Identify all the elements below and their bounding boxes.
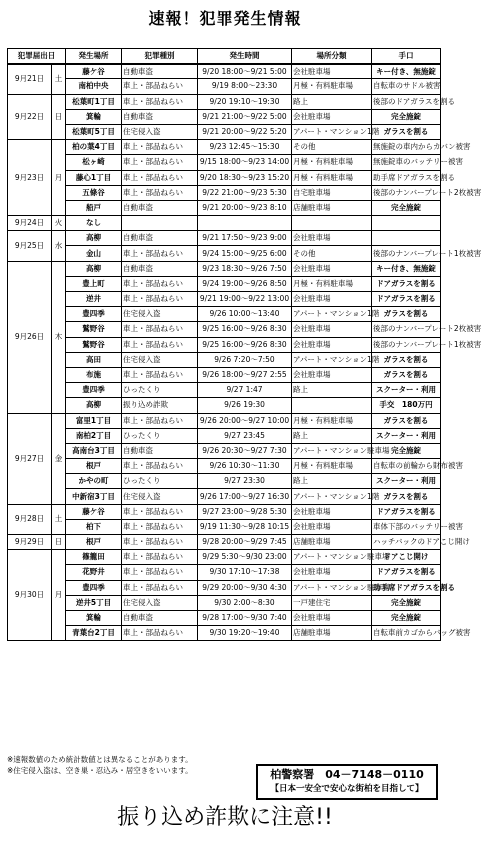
incident-location: 豊四季 [66, 383, 122, 398]
table-row [8, 535, 441, 550]
crime-type: 車上・部品ねらい [122, 140, 198, 155]
crime-type: 住宅侵入盗 [122, 124, 198, 139]
table-row [8, 155, 441, 170]
place-category: 会社駐車場 [292, 292, 372, 307]
table-row [8, 398, 441, 413]
incident-time: 9/30 2:00～8:30 [198, 595, 292, 610]
day-of-week: 土 [52, 64, 66, 94]
table-row [8, 216, 441, 231]
table-row [8, 337, 441, 352]
place-category: アパート・マンション1階 [292, 489, 372, 504]
table-row [8, 610, 441, 625]
incident-location: 根戸 [66, 459, 122, 474]
incident-location: 金山 [66, 246, 122, 261]
crime-method: 後部のナンバープレート1枚被害 [372, 246, 441, 261]
incident-location: 箕輪 [66, 109, 122, 124]
report-date: 9月23日 [8, 140, 52, 216]
day-of-week: 日 [52, 94, 66, 140]
report-date: 9月26日 [8, 261, 52, 413]
incident-time: 9/29 5:30～9/30 23:00 [198, 550, 292, 565]
place-category: 月極・有料駐車場 [292, 413, 372, 428]
table-row [8, 307, 441, 322]
table-row [8, 428, 441, 443]
fraud-warning: 振り込め詐欺に注意!! [117, 805, 333, 830]
table-row [8, 185, 441, 200]
crime-type: 車上・部品ねらい [122, 565, 198, 580]
incident-time: 9/26 7:20～7:50 [198, 352, 292, 367]
crime-type: 車上・部品ねらい [122, 580, 198, 595]
incident-time: 9/26 18:00～9/27 2:55 [198, 367, 292, 382]
crime-method: 自転車前カゴからバッグ被害 [372, 626, 441, 641]
crime-type [122, 216, 198, 231]
incident-location: 松ヶ崎 [66, 155, 122, 170]
incident-location: 花野井 [66, 565, 122, 580]
table-row [8, 276, 441, 291]
crime-method: 後部のドアガラスを割る [372, 94, 441, 109]
place-category: アパート・マンション駐車場 [292, 443, 372, 458]
incident-location: 柏の葉4丁目 [66, 140, 122, 155]
place-category: アパート・マンション駐車場 [292, 580, 372, 595]
crime-type: 自動車盗 [122, 443, 198, 458]
report-date: 9月30日 [8, 550, 52, 641]
table-row [8, 352, 441, 367]
incident-time: 9/27 23:00～9/28 5:30 [198, 504, 292, 519]
incident-time: 9/28 17:00～9/30 7:40 [198, 610, 292, 625]
incident-time: 9/20 18:00～9/21 5:00 [198, 64, 292, 79]
crime-method: 無施錠の車内からカバン被害 [372, 140, 441, 155]
incident-location: 松葉町5丁目 [66, 124, 122, 139]
crime-method: 完全施錠 [372, 610, 441, 625]
crime-method: ガラスを割る [372, 352, 441, 367]
incident-location: 高田 [66, 352, 122, 367]
header-crime-type: 犯罪種別 [122, 49, 198, 64]
footnote: ※速報数値のため統計数値とは異なることがあります。 [7, 755, 193, 764]
place-category: 会社駐車場 [292, 337, 372, 352]
table-row [8, 459, 441, 474]
place-category: 路上 [292, 428, 372, 443]
crime-method: ドアガラスを割る [372, 565, 441, 580]
header-method: 手口 [372, 49, 441, 64]
report-date: 9月25日 [8, 231, 52, 261]
crime-method: 後部のナンバープレート1枚被害 [372, 337, 441, 352]
crime-method: 無施錠車のバッテリー被害 [372, 155, 441, 170]
crime-type: ひったくり [122, 474, 198, 489]
table-row [8, 109, 441, 124]
incident-location: 高柳 [66, 261, 122, 276]
crime-method: ドアガラスを割る [372, 292, 441, 307]
incident-time: 9/24 15:00～9/25 6:00 [198, 246, 292, 261]
incident-location: かやの町 [66, 474, 122, 489]
crime-method: 助手席ドアガラスを割る [372, 580, 441, 595]
incident-location: 藤ケ谷 [66, 504, 122, 519]
place-category: 路上 [292, 474, 372, 489]
crime-type: 自動車盗 [122, 64, 198, 79]
crime-method: ガラスを割る [372, 413, 441, 428]
table-row [8, 322, 441, 337]
table-row [8, 261, 441, 276]
header-time: 発生時間 [198, 49, 292, 64]
report-date: 9月21日 [8, 64, 52, 94]
crime-type: 車上・部品ねらい [122, 626, 198, 641]
incident-location: 鷲野谷 [66, 337, 122, 352]
incident-location: 船戸 [66, 200, 122, 215]
place-category: 月極・有料駐車場 [292, 155, 372, 170]
place-category: 会社駐車場 [292, 519, 372, 534]
table-row [8, 443, 441, 458]
crime-method: キー付き、無施錠 [372, 64, 441, 79]
crime-type: 自動車盗 [122, 109, 198, 124]
incident-location: 豊四季 [66, 307, 122, 322]
incident-time: 9/26 19:30 [198, 398, 292, 413]
table-row [8, 489, 441, 504]
table-row [8, 595, 441, 610]
page-title: 速報！犯罪発生情報 [148, 9, 302, 28]
incident-time: 9/23 18:30～9/26 7:50 [198, 261, 292, 276]
incident-time: 9/21 20:00～9/23 8:10 [198, 200, 292, 215]
header-place-category: 場所分類 [292, 49, 372, 64]
incident-location: 鷲野谷 [66, 322, 122, 337]
crime-type: 車上・部品ねらい [122, 322, 198, 337]
incident-time: 9/30 17:10～17:38 [198, 565, 292, 580]
incident-time [198, 216, 292, 231]
place-category: アパート・マンション1階 [292, 307, 372, 322]
crime-method: 完全施錠 [372, 595, 441, 610]
incident-time: 9/21 21:00～9/22 5:00 [198, 109, 292, 124]
incident-location: 南柏中央 [66, 79, 122, 94]
crime-method: 自転車のサドル被害 [372, 79, 441, 94]
header-location: 発生場所 [66, 49, 122, 64]
crime-method: キー付き、無施錠 [372, 261, 441, 276]
incident-time: 9/27 23:30 [198, 474, 292, 489]
place-category: 会社駐車場 [292, 231, 372, 246]
crime-method: 車体下部のバッテリー被害 [372, 519, 441, 534]
place-category: 店舗駐車場 [292, 535, 372, 550]
incident-location: 藤心1丁目 [66, 170, 122, 185]
table-row [8, 550, 441, 565]
crime-type: 車上・部品ねらい [122, 79, 198, 94]
crime-type: 車上・部品ねらい [122, 504, 198, 519]
crime-type: 車上・部品ねらい [122, 459, 198, 474]
crime-type: 車上・部品ねらい [122, 246, 198, 261]
place-category: 月極・有料駐車場 [292, 276, 372, 291]
incident-location: 南柏2丁目 [66, 428, 122, 443]
place-category: 月極・有料駐車場 [292, 79, 372, 94]
crime-type: 振り込め詐欺 [122, 398, 198, 413]
crime-type: 車上・部品ねらい [122, 94, 198, 109]
incident-location: 根戸 [66, 535, 122, 550]
crime-type: 車上・部品ねらい [122, 170, 198, 185]
crime-type: 車上・部品ねらい [122, 535, 198, 550]
place-category: 会社駐車場 [292, 367, 372, 382]
place-category: 会社駐車場 [292, 565, 372, 580]
crime-method [372, 231, 441, 246]
incident-time: 9/27 23:45 [198, 428, 292, 443]
crime-type: 車上・部品ねらい [122, 292, 198, 307]
table-row [8, 140, 441, 155]
place-category: 路上 [292, 383, 372, 398]
crime-type: ひったくり [122, 383, 198, 398]
crime-type: 車上・部品ねらい [122, 185, 198, 200]
crime-method: ハッチバックのドアこじ開け [372, 535, 441, 550]
incident-location: 逆井5丁目 [66, 595, 122, 610]
report-date: 9月24日 [8, 216, 52, 231]
crime-type: 自動車盗 [122, 200, 198, 215]
crime-type: 車上・部品ねらい [122, 155, 198, 170]
crime-type: 車上・部品ねらい [122, 413, 198, 428]
day-of-week: 土 [52, 504, 66, 534]
crime-method: スクーター・利用 [372, 474, 441, 489]
table-row [8, 580, 441, 595]
place-category: その他 [292, 246, 372, 261]
table-row [8, 200, 441, 215]
incident-location: 松葉町1丁目 [66, 94, 122, 109]
crime-method: ドアこじ開け [372, 550, 441, 565]
table-row [8, 519, 441, 534]
table-row [8, 383, 441, 398]
day-of-week: 火 [52, 216, 66, 231]
table-row [8, 124, 441, 139]
crime-type: 住宅侵入盗 [122, 595, 198, 610]
crime-type: 住宅侵入盗 [122, 489, 198, 504]
crime-method: 手交 180万円 [372, 398, 441, 413]
place-category: アパート・マンション駐車場 [292, 550, 372, 565]
incident-time: 9/29 20:00～9/30 4:30 [198, 580, 292, 595]
report-date: 9月22日 [8, 94, 52, 140]
crime-method [372, 216, 441, 231]
incident-time: 9/26 10:00～13:40 [198, 307, 292, 322]
table-row [8, 626, 441, 641]
day-of-week: 木 [52, 261, 66, 413]
incident-location: 篠籠田 [66, 550, 122, 565]
crime-type: 車上・部品ねらい [122, 276, 198, 291]
place-category: 月極・有料駐車場 [292, 170, 372, 185]
incident-time: 9/26 20:00～9/27 10:00 [198, 413, 292, 428]
incident-location: 豊四季 [66, 580, 122, 595]
incident-location: 豊上町 [66, 276, 122, 291]
incident-location: 中新宿3丁目 [66, 489, 122, 504]
crime-type: 住宅侵入盗 [122, 307, 198, 322]
place-category: 路上 [292, 94, 372, 109]
incident-location: 五條谷 [66, 185, 122, 200]
table-row [8, 64, 441, 79]
table-row [8, 231, 441, 246]
crime-method: スクーター・利用 [372, 383, 441, 398]
place-category: 一戸建住宅 [292, 595, 372, 610]
police-contact: 柏警察署 04－7148－0110 [270, 768, 424, 781]
place-category: アパート・マンション1階 [292, 352, 372, 367]
crime-type: 車上・部品ねらい [122, 367, 198, 382]
incident-time: 9/23 12:45～15:30 [198, 140, 292, 155]
incident-time: 9/27 1:47 [198, 383, 292, 398]
incident-time: 9/19 8:00～23:30 [198, 79, 292, 94]
crime-type: ひったくり [122, 428, 198, 443]
incident-location: 柏下 [66, 519, 122, 534]
place-category: 会社駐車場 [292, 261, 372, 276]
incident-time: 9/21 17:50～9/23 9:00 [198, 231, 292, 246]
footnotes [7, 754, 247, 776]
place-category: その他 [292, 140, 372, 155]
place-category: 自宅駐車場 [292, 185, 372, 200]
crime-table [7, 48, 481, 641]
crime-method: ガラスを割る [372, 367, 441, 382]
day-of-week: 水 [52, 231, 66, 261]
day-of-week: 月 [52, 550, 66, 641]
incident-time: 9/20 18:30～9/23 15:20 [198, 170, 292, 185]
crime-method: 後部のナンバープレート2枚被害 [372, 322, 441, 337]
crime-type: 住宅侵入盗 [122, 352, 198, 367]
crime-method: ガラスを割る [372, 124, 441, 139]
place-category: 会社駐車場 [292, 322, 372, 337]
incident-time: 9/26 20:30～9/27 7:30 [198, 443, 292, 458]
place-category [292, 216, 372, 231]
crime-method: 完全施錠 [372, 443, 441, 458]
incident-time: 9/25 16:00～9/26 8:30 [198, 337, 292, 352]
report-date: 9月29日 [8, 535, 52, 550]
crime-table-body [8, 64, 481, 641]
report-date: 9月27日 [8, 413, 52, 504]
incident-location: 箕輪 [66, 610, 122, 625]
table-row [8, 94, 441, 109]
incident-time: 9/20 19:10～19:30 [198, 94, 292, 109]
place-category: 店舗駐車場 [292, 626, 372, 641]
incident-location: 布施 [66, 367, 122, 382]
footnote: ※住宅侵入盗は、空き巣・忍込み・居空きをいいます。 [7, 766, 193, 775]
report-date: 9月28日 [8, 504, 52, 534]
incident-time: 9/26 10:30～11:30 [198, 459, 292, 474]
incident-location: 富里1丁目 [66, 413, 122, 428]
incident-location: 高柳 [66, 398, 122, 413]
crime-type: 車上・部品ねらい [122, 550, 198, 565]
table-row [8, 246, 441, 261]
table-header [8, 49, 441, 64]
contact-box [256, 764, 438, 800]
crime-type: 自動車盗 [122, 261, 198, 276]
incident-time: 9/30 19:20～19:40 [198, 626, 292, 641]
crime-method: スクーター・利用 [372, 428, 441, 443]
incident-time: 9/25 16:00～9/26 8:30 [198, 322, 292, 337]
crime-method: 完全施錠 [372, 109, 441, 124]
place-category: 会社駐車場 [292, 610, 372, 625]
incident-location: 逆井 [66, 292, 122, 307]
crime-type: 自動車盗 [122, 231, 198, 246]
table-row [8, 565, 441, 580]
crime-method: 自転車の前輪から財布被害 [372, 459, 441, 474]
table-row [8, 79, 441, 94]
day-of-week: 月 [52, 140, 66, 216]
incident-time: 9/19 11:30～9/28 10:15 [198, 519, 292, 534]
table-row [8, 367, 441, 382]
crime-type: 車上・部品ねらい [122, 519, 198, 534]
incident-location: 高柳 [66, 231, 122, 246]
table-row [8, 413, 441, 428]
crime-method: ガラスを割る [372, 489, 441, 504]
crime-method: ガラスを割る [372, 307, 441, 322]
slogan: 【日本一安全で安心な街柏を目指して】 [270, 784, 424, 794]
day-of-week: 日 [52, 535, 66, 550]
incident-time: 9/21 20:00～9/22 5:20 [198, 124, 292, 139]
incident-time: 9/24 19:00～9/26 8:50 [198, 276, 292, 291]
incident-time: 9/21 19:00～9/22 13:00 [198, 292, 292, 307]
incident-location: 高南台3丁目 [66, 443, 122, 458]
crime-method: 後部のナンバープレート2枚被害 [372, 185, 441, 200]
crime-method: ドアガラスを割る [372, 504, 441, 519]
table-row [8, 474, 441, 489]
table-row [8, 292, 441, 307]
incident-location: なし [66, 216, 122, 231]
incident-time: 9/15 18:00～9/23 14:00 [198, 155, 292, 170]
place-category: 会社駐車場 [292, 109, 372, 124]
place-category [292, 398, 372, 413]
incident-time: 9/22 21:00～9/23 5:30 [198, 185, 292, 200]
place-category: 店舗駐車場 [292, 200, 372, 215]
incident-time: 9/26 17:00～9/27 16:30 [198, 489, 292, 504]
place-category: アパート・マンション1階 [292, 124, 372, 139]
crime-method: 完全施錠 [372, 200, 441, 215]
place-category: 月極・有料駐車場 [292, 459, 372, 474]
incident-location: 青葉台2丁目 [66, 626, 122, 641]
incident-time: 9/28 20:00～9/29 7:45 [198, 535, 292, 550]
table-row [8, 504, 441, 519]
crime-method: 助手席ドアガラスを割る [372, 170, 441, 185]
incident-location: 藤ケ谷 [66, 64, 122, 79]
place-category: 会社駐車場 [292, 64, 372, 79]
place-category: 会社駐車場 [292, 504, 372, 519]
header-report-date: 犯罪届出日 [8, 49, 66, 64]
crime-method: ドアガラスを割る [372, 276, 441, 291]
crime-type: 自動車盗 [122, 610, 198, 625]
day-of-week: 金 [52, 413, 66, 504]
table-row [8, 170, 441, 185]
crime-type: 車上・部品ねらい [122, 337, 198, 352]
